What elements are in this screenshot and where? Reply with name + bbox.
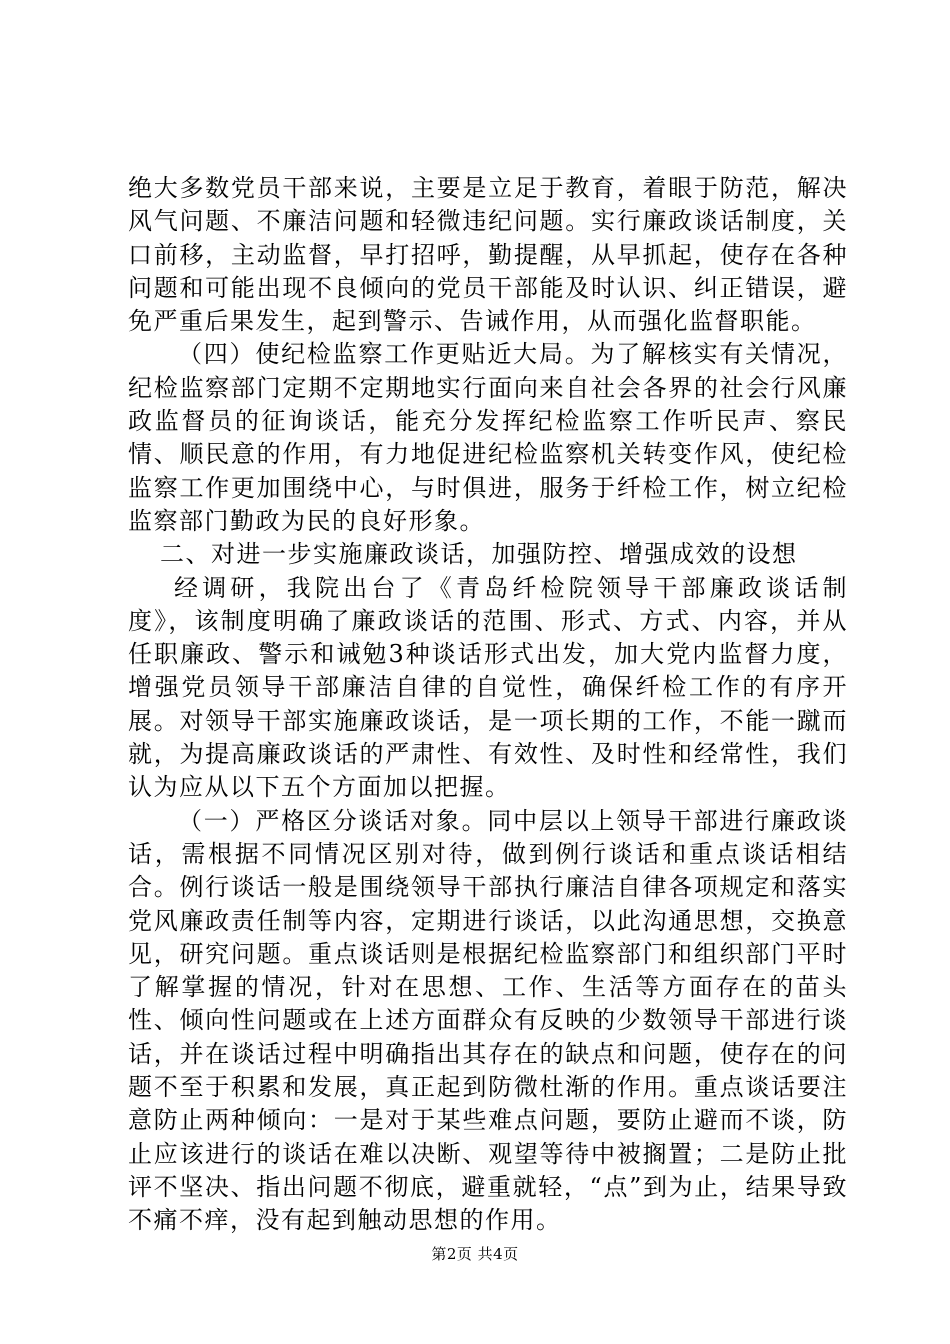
section-heading: 二、对进一步实施廉政谈话，加强防控、增强成效的设想	[160, 540, 798, 569]
paragraph-section-one: （一）严格区分谈话对象。同中层以上领导干部进行廉政谈话，需根据不同情况区别对待，做到例行谈话和重点谈话相结合。例行谈话一般是围绕领导干部执行廉洁自律各项规定和落实党风廉政责任制等内容，定期进行谈话，以此沟通思想，交换意见，研究问题。重点谈话则是根据纪检监察部门和组织部门平时了解掌握的情况，针对在思想、工作、生活等方面存在的苗头性、倾向性问题或在上述方面群众有反映的少数领导干部进行谈话，并在谈话过程中明确指出其存在的缺点和问题，使存在的问题不至于积累和发展，真正起到防微杜渐的作用。重点谈话要注意防止两种倾向：一是对于某些难点问题，要防止避而不谈，防止应该进行的谈话在难以决断、观望等待中被搁置；二是防止批评不坚决、指出问题不彻底，避重就轻，“点”到为止，结果导致不痛不痒，没有起到触动思想的作用。	[128, 806, 848, 1235]
paragraph-section-four: （四）使纪检监察工作更贴近大局。为了解核实有关情况，纪检监察部门定期不定期地实行面向来自社会各界的社会行风廉政监督员的征询谈话，能充分发挥纪检监察工作听民声、察民情、顺民意的作用，有力地促进纪检监察机关转变作风，使纪检监察工作更加围绕中心，与时俱进，服务于纤检工作，树立纪检监察部门勤政为民的良好形象。	[128, 340, 848, 535]
document-body	[128, 172, 848, 1238]
paragraph-continuation: 绝大多数党员干部来说，主要是立足于教育，着眼于防范，解决风气问题、不廉洁问题和轻微违纪问题。实行廉政谈话制度，关口前移，主动监督，早打招呼，勤提醒，从早抓起，使存在各种问题和可能出现不良倾向的党员干部能及时认识、纠正错误，避免严重后果发生，起到警示、告诫作用，从而强化监督职能。	[128, 174, 848, 336]
paragraph-research: 经调研，我院出台了《青岛纤检院领导干部廉政谈话制度》，该制度明确了廉政谈话的范围、形式、方式、内容，并从任职廉政、警示和诫勉3种谈话形式出发，加大党内监督力度，增强党员领导干部廉洁自律的自觉性，确保纤检工作的有序开展。对领导干部实施廉政谈话，是一项长期的工作，不能一蹴而就，为提高廉政谈话的严肃性、有效性、及时性和经常性，我们认为应从以下五个方面加以把握。	[128, 573, 848, 802]
page-footer: 第2页 共4页	[431, 1245, 519, 1263]
